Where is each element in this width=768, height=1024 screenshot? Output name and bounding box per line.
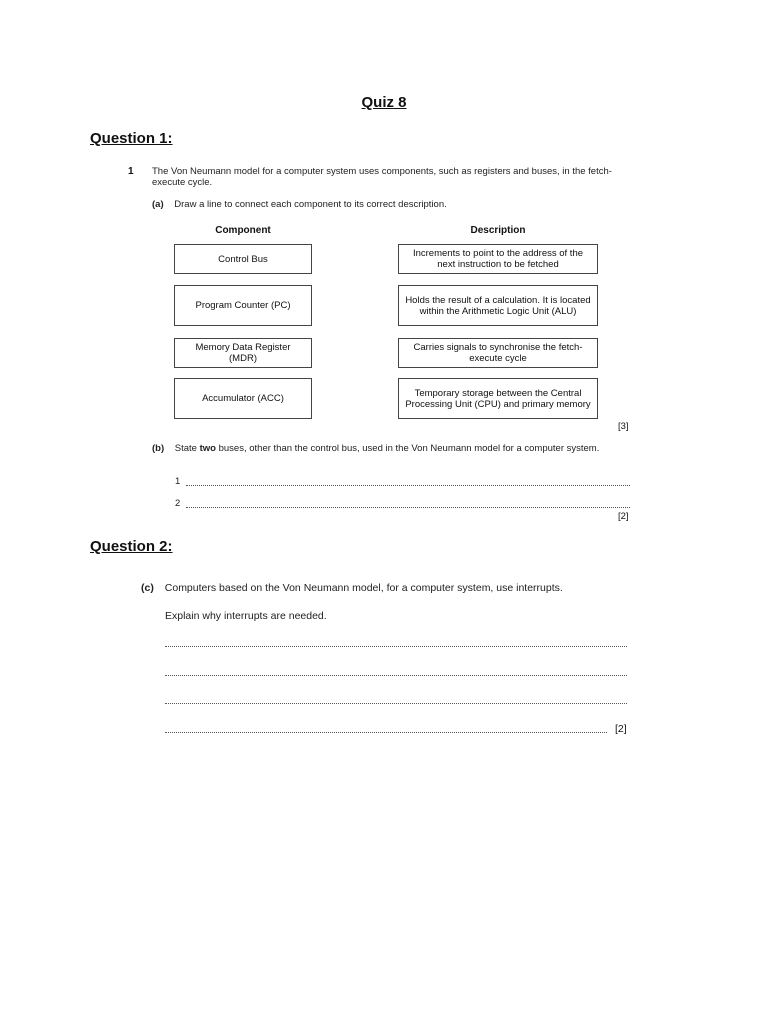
description-header: Description (470, 225, 526, 236)
quiz-title: Quiz 8 (361, 94, 407, 111)
part-c-prompt: Explain why interrupts are needed. (165, 610, 327, 622)
part-a-text: Draw a line to connect each component to its correct description. (174, 199, 447, 210)
explain-line-3[interactable] (165, 703, 627, 704)
part-c-text: Computers based on the Von Neumann model, for a computer system, use interrupts. (164, 582, 563, 594)
component-header: Component (215, 225, 271, 236)
answer-line-2-label: 2 (175, 498, 181, 509)
description-box-4: Temporary storage between the Central Processing Unit (CPU) and primary memory (398, 378, 598, 419)
part-b-label: (b) (152, 443, 165, 454)
explain-line-2[interactable] (165, 675, 627, 676)
question-1-heading: Question 1: (90, 130, 173, 147)
description-box-3: Carries signals to synchronise the fetch-execute cycle (398, 338, 598, 368)
component-box-mdr: Memory Data Register (MDR) (174, 338, 312, 368)
part-a-label: (a) (152, 199, 164, 210)
part-c-instruction (141, 582, 621, 595)
description-box-1: Increments to point to the address of the next instruction to be fetched (398, 244, 598, 274)
part-c-marks: [2] (615, 723, 627, 735)
part-b-text-bold: two (199, 443, 216, 454)
part-b-instruction (152, 443, 642, 454)
explain-line-4[interactable] (165, 732, 607, 733)
answer-line-2[interactable] (186, 507, 630, 508)
part-b-marks: [2] (618, 511, 629, 522)
description-box-2: Holds the result of a calculation. It is located within the Arithmetic Logic Unit (ALU) (398, 285, 598, 326)
component-box-accumulator: Accumulator (ACC) (174, 378, 312, 419)
part-b-text-before: State (174, 443, 197, 454)
part-a-marks: [3] (618, 421, 629, 432)
component-box-control-bus: Control Bus (174, 244, 312, 274)
answer-line-1[interactable] (186, 485, 630, 486)
question-2-heading: Question 2: (90, 538, 173, 555)
question-1-intro: The Von Neumann model for a computer system uses components, such as registers and buses, in the fetch-execute cycle. (152, 166, 612, 188)
component-box-program-counter: Program Counter (PC) (174, 285, 312, 326)
part-c-label: (c) (141, 582, 154, 594)
question-number: 1 (128, 166, 134, 177)
answer-line-1-label: 1 (175, 476, 181, 487)
explain-line-1[interactable] (165, 646, 627, 647)
part-a-instruction (152, 199, 632, 210)
part-b-text-after: buses, other than the control bus, used in the Von Neumann model for a computer system. (218, 443, 600, 454)
